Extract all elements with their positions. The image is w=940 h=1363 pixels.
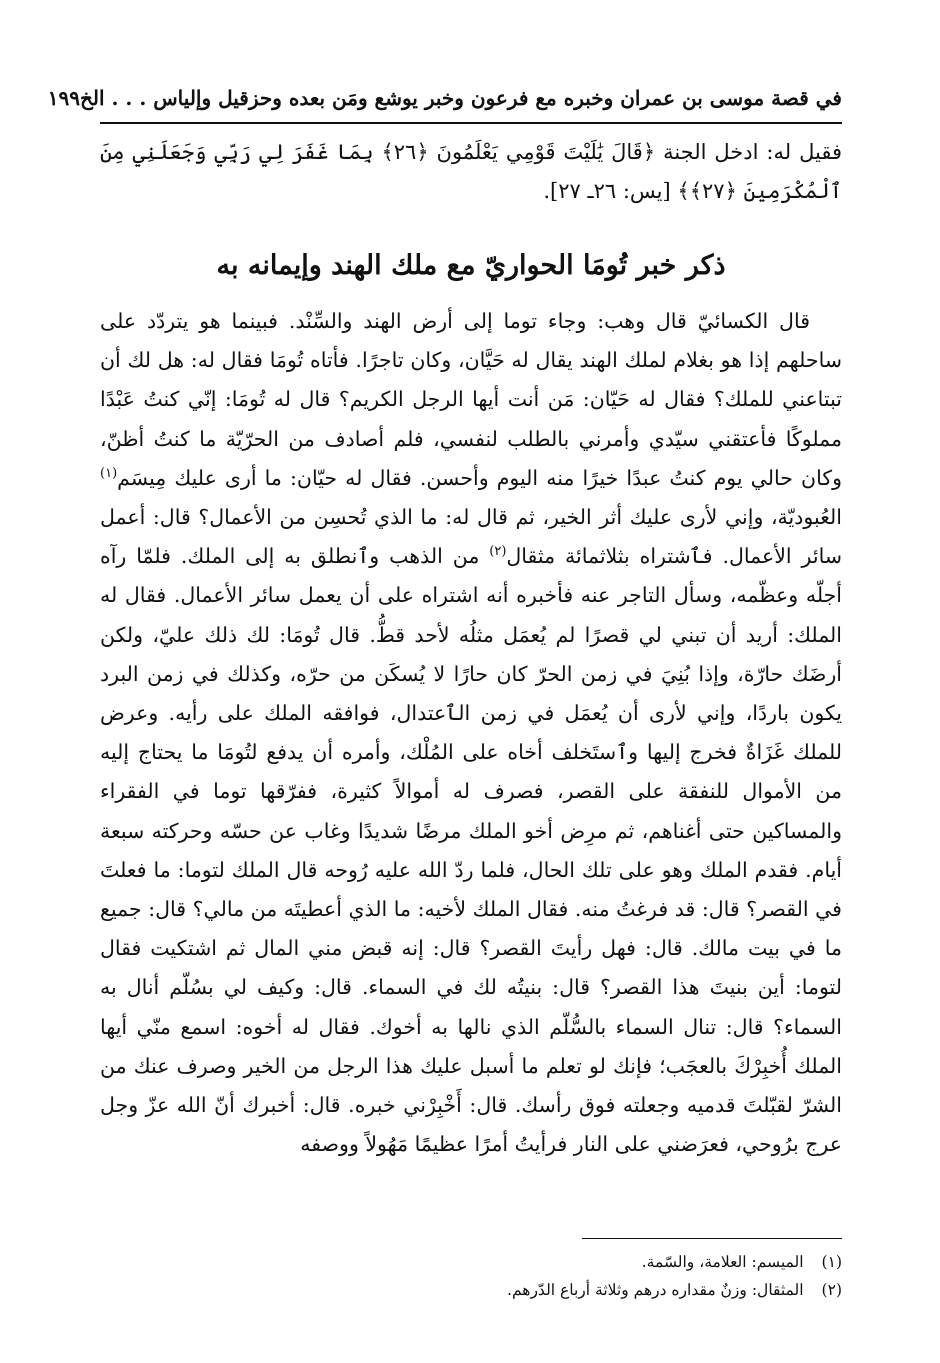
running-title: في قصة موسى بن عمران وخبره مع فرعون وخبر يوشع ومَن بعده وحزقيل وإلياس . . . الخ bbox=[79, 86, 842, 110]
quran-verse: ﴿قَالَ يَٰلَيْتَ قَوْمِي يَعْلَمُونَ ﴿٢٦﴾ بِمَا غَفَرَ لِي رَبِّي وَجَعَلَنِي مِنَ ٱلْمُكْرَمِينَ ﴿٢٧﴾﴾ bbox=[100, 140, 842, 203]
body-segment-1: قال الكسائيّ قال وهب: وجاء توما إلى أرض الهند والسِّنْد. فبينما هو يتردّد على ساحلهم إذا هو بغلام لملك الهند يقال له حَيَّان، وكان تاجرًا. فأتاه تُومَا فقال له: هل لك أن تبتاعني للملك؟ فقال له حَيّان: مَن أنت أيها الرجل الكريم؟ قال له تُومَا: إنّي كنتُ عَبْدًا مملوكًا فأعتقني سيّدي وأمرني بالطلب لنفسي، فلم أصادف من الحرّيّة ما كنتُ أظنّ، وكان حالي يوم كنتُ عبدًا خيرًا منه اليوم وأحسن. فقال له حيّان: ما أرى عليك مِيسَم bbox=[100, 309, 842, 490]
intro-lead: فقيل له: ادخل الجنة bbox=[655, 140, 842, 164]
footnote-2 bbox=[100, 1276, 842, 1304]
footnote-ref-1[interactable]: (١) bbox=[100, 465, 118, 481]
footnote-text: الميسم: العلامة، والسّمة. bbox=[641, 1253, 804, 1271]
body-paragraph-text bbox=[100, 302, 842, 1164]
footnote-rule bbox=[582, 1238, 842, 1239]
footnotes bbox=[100, 1248, 842, 1304]
page-number: ١٩٩ bbox=[47, 86, 80, 110]
body-segment-2: العُبوديّة، وإني لأرى عليك أثر الخير، ثم قال له: ما الذي تُحسِن من الأعمال؟ قال: أعمل سائر الأعمال. فٱشتراه بثلاثمائة مثقال bbox=[100, 505, 842, 569]
section-heading: ذكر خبر تُومَا الحواريّ مع ملك الهند وإيمانه به bbox=[216, 250, 726, 281]
footnote-text: المثقال: وزنٌ مقداره درهم وثلاثة أرباع الدّرهم. bbox=[507, 1281, 804, 1299]
body-paragraph bbox=[100, 302, 842, 1164]
footnote-marker: (١) bbox=[821, 1253, 842, 1271]
running-header bbox=[47, 78, 842, 118]
footnote-marker: (٢) bbox=[821, 1281, 842, 1299]
body-segment-3: من الذهب وٱنطلق به إلى الملك. فلمّا رآه أجلّه وعظّمه، وسأل التاجر عنه فأخبره أنه اشتراه على أن يعمل سائر الأعمال. فقال له الملك: أريد أن تبني لي قصرًا لم يُعمَل مثلُه لأحد قطُّ. قال تُومَا: لك ذلك عليّ، ولكن أرضَك حارّة، وإذا بُنِيَ في زمن الحرّ كان حارًا لا يُسكَن من حرّه، وكذلك في زمن البرد يكون باردًا، وإني لأرى أن يُعمَل في زمن الٱعتدال، فوافقه الملك على رأيه. وعرض للملك غَزَاةٌ فخرج إليها وٱستَخلف أخاه على المُلْك، وأمره أن يدفع لتُومَا ما يحتاج إليه من الأموال للنفقة على القصر، فصرف له أموالاً كثيرة، ففرّقها توما في الفقراء والمساكين حتى أغناهم، ثم مرِض أخو الملك مرضًا شديدًا وغاب عن حسّه وحركته سبعة أيام. فقدم الملك وهو على تلك الحال، فلما ردّ الله عليه رُوحه قال الملك لتوما: ما فعلتَ في القصر؟ قال: قد فرغتُ منه. فقال الملك لأخيه: ما الذي أعطيتَه من مالي؟ قال: جميع ما في بيت مالك. قال: فهل رأيتَ القصر؟ قال: إنه قبض مني المال ثم اشتكيت فقال لتوما: أين بنيتَ هذا القصر؟ قال: بنيتُه لك في السماء. قال: وكيف لي بسُلّم أنال به السماء؟ قال: تنال السماء بالسُّلّم الذي نالها به أخوك. فقال له أخوه: اسمع منّي أيها الملك أُخبِرْكَ بالعجَب؛ فإنك لو تعلم ما أسبل عليك هذا الرجل من الخير وصرف عنك من الشرّ لقبّلتَ قدميه وجعلته فوق رأسك. قال: أَخْبِرْني خبره. قال: أخبرك أنّ الله عزّ وجل عرج برُوحي، فعرَضني على النار فرأيتُ أمرًا عظيمًا مَهُولاً ووصفه bbox=[100, 544, 842, 1157]
footnote-1 bbox=[100, 1248, 842, 1276]
quran-citation: [يس: ٢٦ـ ٢٧]. bbox=[543, 179, 678, 203]
header-rule bbox=[100, 122, 842, 124]
footnote-ref-2[interactable]: (٢) bbox=[489, 544, 507, 560]
intro-paragraph bbox=[100, 133, 842, 211]
